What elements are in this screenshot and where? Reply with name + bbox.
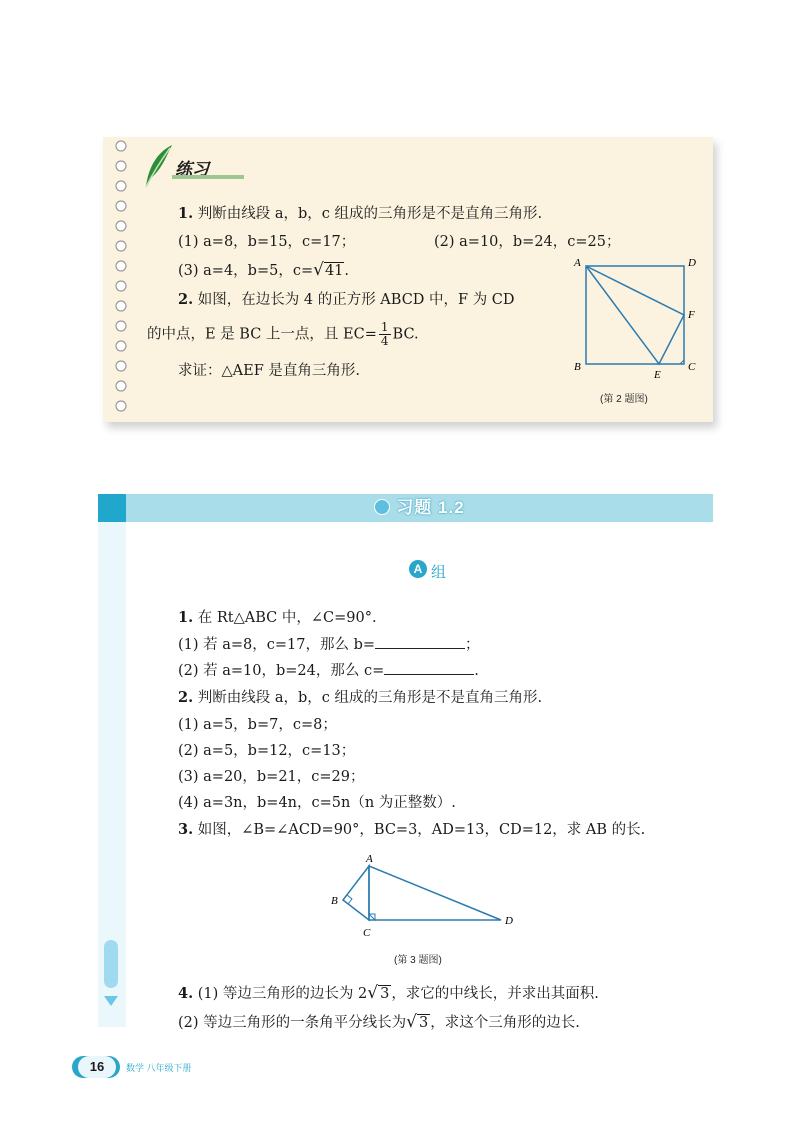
label-B: B (331, 895, 338, 907)
exercise-q4-part2: (2) 等边三角形的一条角平分线长为√ 3 ，求这个三角形的边长. (178, 1012, 580, 1032)
exercise-q4-part1: 4. (1) 等边三角形的边长为 2√ 3 ，求它的中线长，并求出其面积. (178, 983, 599, 1003)
label-C: C (688, 361, 696, 373)
group-label: 组 (431, 563, 447, 581)
exercise-q2-part2: (2) a=5，b=12，c=13； (178, 743, 356, 759)
exercise-q1-part1: (1) 若 a=8，c=17，那么 b= ； (178, 633, 480, 654)
answer-blank[interactable] (384, 660, 474, 675)
label-F: F (688, 309, 695, 321)
label-C: C (363, 927, 371, 939)
exercise-q2-part4: (4) a=3n，b=4n，c=5n（n 为正整数）. (178, 795, 456, 811)
section-tab (98, 494, 126, 522)
practice-q1-part2: (2) a=10，b=24，c=25； (434, 234, 621, 250)
label-A: A (574, 257, 581, 269)
label-E: E (654, 369, 661, 381)
exercise-q1: 1. 在 Rt△ABC 中，∠C=90°. (178, 609, 377, 626)
exercise-q2-part1: (1) a=5，b=7，c=8； (178, 717, 337, 733)
practice-q1: 1. 判断由线段 a，b，c 组成的三角形是不是直角三角形. (178, 205, 543, 222)
practice-q2-line2: 的中点，E 是 BC 上一点，且 EC= $\frac{1}{4}$ BC. (147, 320, 419, 348)
scroll-thumb (104, 940, 118, 988)
label-D: D (688, 257, 696, 269)
book-title: 数学 八年级下册 (126, 1063, 192, 1073)
section-header (126, 494, 713, 522)
section-title: 习题 1.2 (126, 494, 713, 522)
page-number: 16 (78, 1056, 116, 1078)
practice-q2-line3: 求证：△AEF 是直角三角形. (178, 363, 360, 379)
exercise-q2: 2. 判断由线段 a，b，c 组成的三角形是不是直角三角形. (178, 689, 543, 706)
binder-rings (113, 138, 129, 420)
answer-blank[interactable] (375, 634, 465, 649)
practice-title: 练习 (175, 160, 209, 180)
exercise-q1-part2: (2) 若 a=10，b=24，那么 c= . (178, 659, 479, 680)
title-underline (172, 174, 244, 180)
label-B: B (574, 361, 581, 373)
group-badge: A (409, 560, 427, 578)
practice-q1-part3: (3) a=4，b=5，c=√41. (178, 260, 350, 280)
exercise-q2-part3: (3) a=20，b=21，c=29； (178, 769, 365, 785)
label-A: A (366, 853, 373, 865)
square-figure (570, 254, 710, 384)
exercise-q3: 3. 如图，∠B=∠ACD=90°，BC=3，AD=13，CD=12，求 AB 的长. (178, 821, 646, 838)
down-arrow-icon (104, 996, 118, 1006)
leaf-icon (140, 143, 176, 189)
triangle-figure (325, 850, 525, 942)
exercise-figure-caption: (第 3 题图) (394, 955, 442, 966)
practice-q1-part1: (1) a=8，b=15，c=17； (178, 234, 356, 250)
practice-figure-caption: (第 2 题图) (600, 394, 648, 405)
globe-icon (374, 499, 390, 515)
practice-q2: 2. 如图，在边长为 4 的正方形 ABCD 中，F 为 CD (178, 291, 515, 308)
label-D: D (505, 915, 513, 927)
